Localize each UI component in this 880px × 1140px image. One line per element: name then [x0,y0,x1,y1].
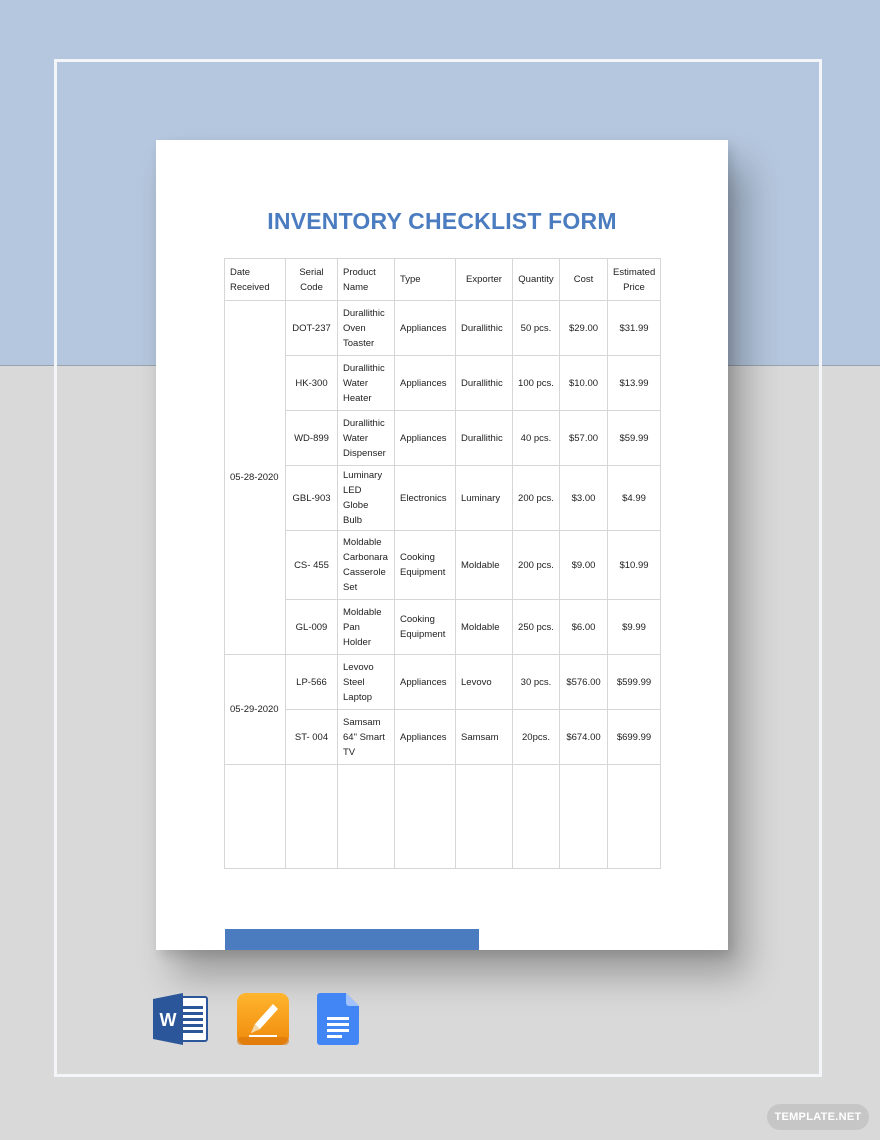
exporter-cell: Durallithic [456,411,513,466]
empty-cell [225,765,286,869]
quantity-cell: 40 pcs. [513,411,560,466]
quantity-cell: 50 pcs. [513,301,560,356]
empty-cell [456,765,513,869]
table-row [225,655,661,710]
type-cell: Appliances [395,301,456,356]
exporter-cell: Moldable [456,531,513,600]
word-icon-letter: W [159,1010,177,1030]
table-header-row [225,259,661,301]
type-cell: Cooking Equipment [395,600,456,655]
google-docs-icon[interactable] [317,993,359,1045]
footer-accent-bar [225,929,479,950]
empty-table-row [225,765,661,869]
estimated-price-cell: $599.99 [608,655,661,710]
type-cell: Appliances [395,655,456,710]
inventory-table [224,258,661,869]
serial-code-cell: LP-566 [286,655,338,710]
cost-cell: $576.00 [560,655,608,710]
product-name-cell: Durallithic Oven Toaster [338,301,395,356]
serial-code-cell: GBL-903 [286,466,338,531]
product-name-cell: Durallithic Water Heater [338,356,395,411]
type-cell: Cooking Equipment [395,531,456,600]
empty-cell [608,765,661,869]
empty-cell [395,765,456,869]
document-title: INVENTORY CHECKLIST FORM [267,208,617,234]
product-name-cell: Moldable Carbonara Casserole Set [338,531,395,600]
date-received-cell: 05-28-2020 [225,301,286,655]
serial-code-cell: HK-300 [286,356,338,411]
product-name-cell: Luminary LED Globe Bulb [338,466,395,531]
exporter-cell: Samsam [456,710,513,765]
column-header: Quantity [513,259,560,301]
quantity-cell: 250 pcs. [513,600,560,655]
cost-cell: $29.00 [560,301,608,356]
type-cell: Electronics [395,466,456,531]
cost-cell: $3.00 [560,466,608,531]
pages-icon[interactable] [237,993,289,1045]
date-received-cell: 05-29-2020 [225,655,286,765]
table-row [225,466,661,531]
quantity-cell: 100 pcs. [513,356,560,411]
table-row [225,710,661,765]
cost-cell: $674.00 [560,710,608,765]
empty-cell [513,765,560,869]
estimated-price-cell: $10.99 [608,531,661,600]
cost-cell: $6.00 [560,600,608,655]
table-row [225,301,661,356]
table-row [225,600,661,655]
exporter-cell: Luminary [456,466,513,531]
quantity-cell: 200 pcs. [513,531,560,600]
type-cell: Appliances [395,710,456,765]
estimated-price-cell: $9.99 [608,600,661,655]
estimated-price-cell: $699.99 [608,710,661,765]
empty-cell [560,765,608,869]
serial-code-cell: WD-899 [286,411,338,466]
table-row [225,531,661,600]
column-header: Cost [560,259,608,301]
exporter-cell: Durallithic [456,301,513,356]
quantity-cell: 200 pcs. [513,466,560,531]
table-row [225,356,661,411]
column-header: Estimated Price [608,259,661,301]
product-name-cell: Moldable Pan Holder [338,600,395,655]
cost-cell: $10.00 [560,356,608,411]
product-name-cell: Durallithic Water Dispenser [338,411,395,466]
serial-code-cell: ST- 004 [286,710,338,765]
cost-cell: $9.00 [560,531,608,600]
exporter-cell: Levovo [456,655,513,710]
column-header: Date Received [225,259,286,301]
estimated-price-cell: $59.99 [608,411,661,466]
product-name-cell: Samsam 64" Smart TV [338,710,395,765]
quantity-cell: 30 pcs. [513,655,560,710]
exporter-cell: Durallithic [456,356,513,411]
column-header: Product Name [338,259,395,301]
column-header: Type [395,259,456,301]
template-net-watermark: TEMPLATE.NET [767,1104,869,1130]
empty-cell [286,765,338,869]
column-header: Serial Code [286,259,338,301]
quantity-cell: 20pcs. [513,710,560,765]
serial-code-cell: CS- 455 [286,531,338,600]
estimated-price-cell: $31.99 [608,301,661,356]
product-name-cell: Levovo Steel Laptop [338,655,395,710]
estimated-price-cell: $4.99 [608,466,661,531]
word-icon[interactable] [153,993,209,1045]
estimated-price-cell: $13.99 [608,356,661,411]
empty-cell [338,765,395,869]
table-row [225,411,661,466]
cost-cell: $57.00 [560,411,608,466]
serial-code-cell: GL-009 [286,600,338,655]
type-cell: Appliances [395,356,456,411]
column-header: Exporter [456,259,513,301]
serial-code-cell: DOT-237 [286,301,338,356]
type-cell: Appliances [395,411,456,466]
exporter-cell: Moldable [456,600,513,655]
